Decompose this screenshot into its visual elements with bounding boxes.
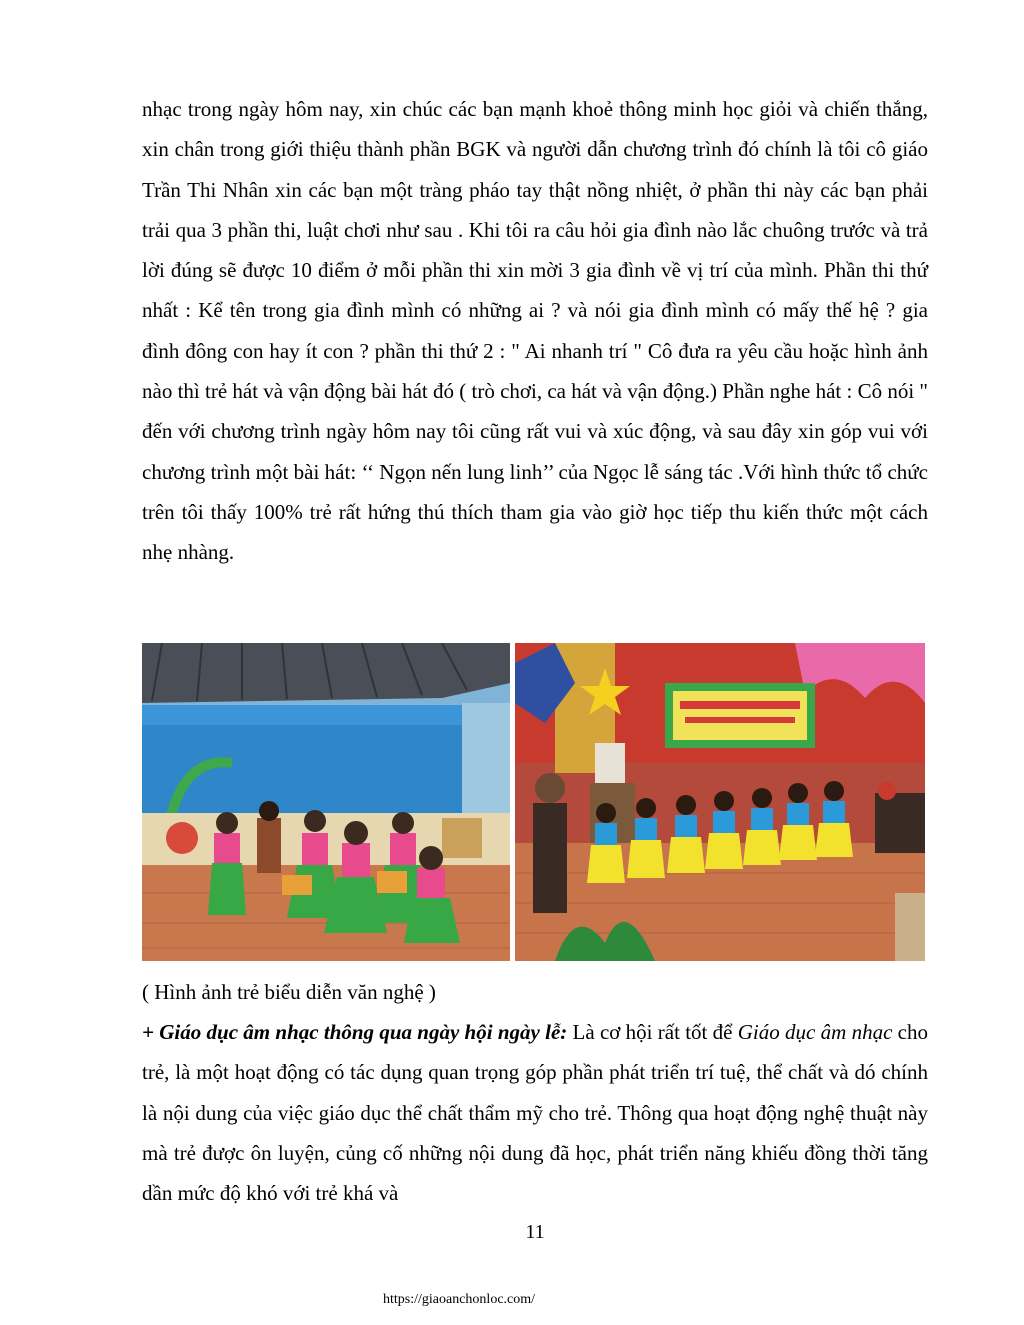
section-heading: + Giáo dục âm nhạc thông qua ngày hội ngày lễ:: [142, 1020, 568, 1044]
paragraph-2-italic-term: Giáo dục âm nhạc: [737, 1020, 893, 1044]
body-paragraph-2: [142, 1012, 928, 1213]
page-number: 11: [525, 1221, 545, 1243]
photo-row: [142, 643, 925, 961]
performance-photo-left-image: [142, 643, 510, 961]
paragraph-2-text-b: cho trẻ, là một hoạt động có tác dụng quan trọng góp phần phát triển trí tuệ, thể chất và dó chính là nội dung của việc giáo dục thể chất thẩm mỹ cho trẻ. Thông qua hoạt động nghệ thuật này mà trẻ được ôn luyện, củng cố những nội dung đã học, phát triển năng khiếu đồng thời tăng dần mức độ khó với trẻ khá và: [142, 1020, 929, 1206]
performance-photo-right: [515, 643, 925, 961]
paragraph-2-text-a: Là cơ hội rất tốt để: [567, 1020, 738, 1044]
footer-url: https://giaoanchonloc.com/: [383, 1292, 536, 1307]
photo-caption: ( Hình ảnh trẻ biểu diễn văn nghệ ): [142, 980, 436, 1004]
performance-photo-right-image: [515, 643, 925, 961]
performance-photo-left: [142, 643, 510, 961]
body-paragraph-1: nhạc trong ngày hôm nay, xin chúc các bạn mạnh khoẻ thông minh học giỏi và chiến thắng, xin chân trong giới thiệu thành phần BGK và người dẫn chương trình đó chính là tôi cô giáo Trần Thi Nhân xin các bạn một tràng pháo tay thật nồng nhiệt, ở phần thi này các bạn phải trải qua 3 phần thi, luật chơi như sau . Khi tôi ra câu hỏi gia đình nào lắc chuông trước và trả lời đúng sẽ được 10 điểm ở mỗi phần thi xin mời 3 gia đình về vị trí của mình. Phần thi thứ nhất : Kể tên trong gia đình mình có những ai ? và nói gia đình mình có mấy thế hệ ? gia đình đông con hay ít con ? phần thi thứ 2 : " Ai nhanh trí " Cô đưa ra yêu cầu hoặc hình ảnh nào thì trẻ hát và vận động bài hát đó ( trò chơi, ca hát và vận động.) Phần nghe hát : Cô nói " đến với chương trình ngày hôm nay tôi cũng rất vui và xúc động, và sau đây xin góp vui với chương trình một bài hát: ‘‘ Ngọn nến lung linh’’ của Ngọc lễ sáng tác .Với hình thức tổ chức trên tôi thấy 100% trẻ rất hứng thú thích tham gia vào giờ học tiếp thu kiến thức một cách nhẹ nhàng.: [142, 97, 928, 565]
